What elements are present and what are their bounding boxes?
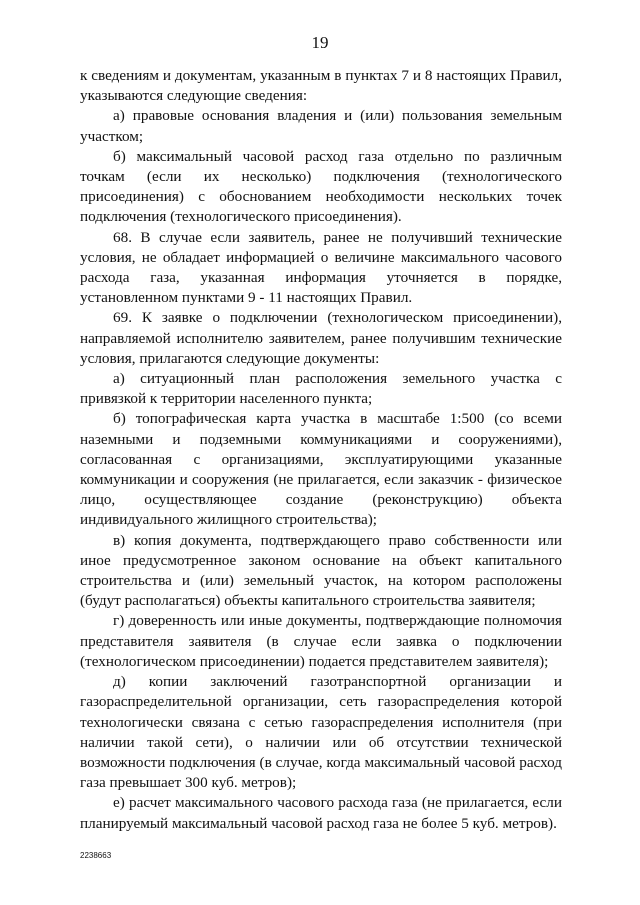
document-body: [80, 66, 562, 834]
paragraph-68: 68. В случае если заявитель, ранее не получивший технические условия, не обладает информацией о величине максимального часового расхода газа, указанная информация уточняется в порядке, установленном пунктами 9 - 11 настоящих Правил.: [80, 228, 562, 307]
page-number: 19: [311, 33, 329, 52]
paragraph-69-item-a: а) ситуационный план расположения земельного участка с привязкой к территории населенного пункта;: [80, 370, 562, 408]
paragraph-continuation: к сведениям и документам, указанным в пунктах 7 и 8 настоящих Правил, указываются следующие сведения:: [80, 67, 562, 105]
paragraph-item-a: а) правовые основания владения и (или) пользования земельным участком;: [80, 107, 562, 145]
paragraph-69-item-d: д) копии заключений газотранспортной организации и газораспределительной организации, сеть газораспределения которой технологически связана с сетью газораспределения исполнителя (при наличии такой сети), о наличии или об отсутствии технической возможности подключения (в случае, когда максимальный часовой расход газа превышает 300 куб. метров);: [80, 673, 562, 792]
paragraph-69: 69. К заявке о подключении (технологическом присоединении), направляемой исполнителю заявителем, ранее получившим технические условия, прилагаются следующие документы:: [80, 309, 562, 367]
paragraph-69-item-g: г) доверенность или иные документы, подтверждающие полномочия представителя заявителя (в случае если заявка о подключении (технологическом присоединении) подается представителем заявителя);: [80, 612, 562, 670]
paragraph-69-item-b: б) топографическая карта участка в масштабе 1:500 (со всеми наземными и подземными коммуникациями и сооружениями), согласованная с организациями, эксплуатирующими указанные коммуникации и сооружения (не прилагается, если заказчик - физическое лицо, осуществляющее создание (реконструкцию) объекта индивидуального жилищного строительства);: [80, 410, 562, 529]
paragraph-69-item-e: е) расчет максимального часового расхода газа (не прилагается, если планируемый максимальный часовой расход газа не более 5 куб. метров).: [80, 794, 562, 832]
paragraph-item-b: б) максимальный часовой расход газа отдельно по различным точкам (если их несколько) подключения (технологического присоединения) с обоснованием необходимости нескольких точек подключения (технологического присоединения).: [80, 147, 562, 226]
paragraph-69-item-v: в) копия документа, подтверждающего право собственности или иное предусмотренное законом основание на объект капитального строительства и (или) земельный участок, на котором расположены (будут располагаться) объекты капитального строительства заявителя;: [80, 531, 562, 610]
document-code: 2238663: [80, 851, 112, 860]
